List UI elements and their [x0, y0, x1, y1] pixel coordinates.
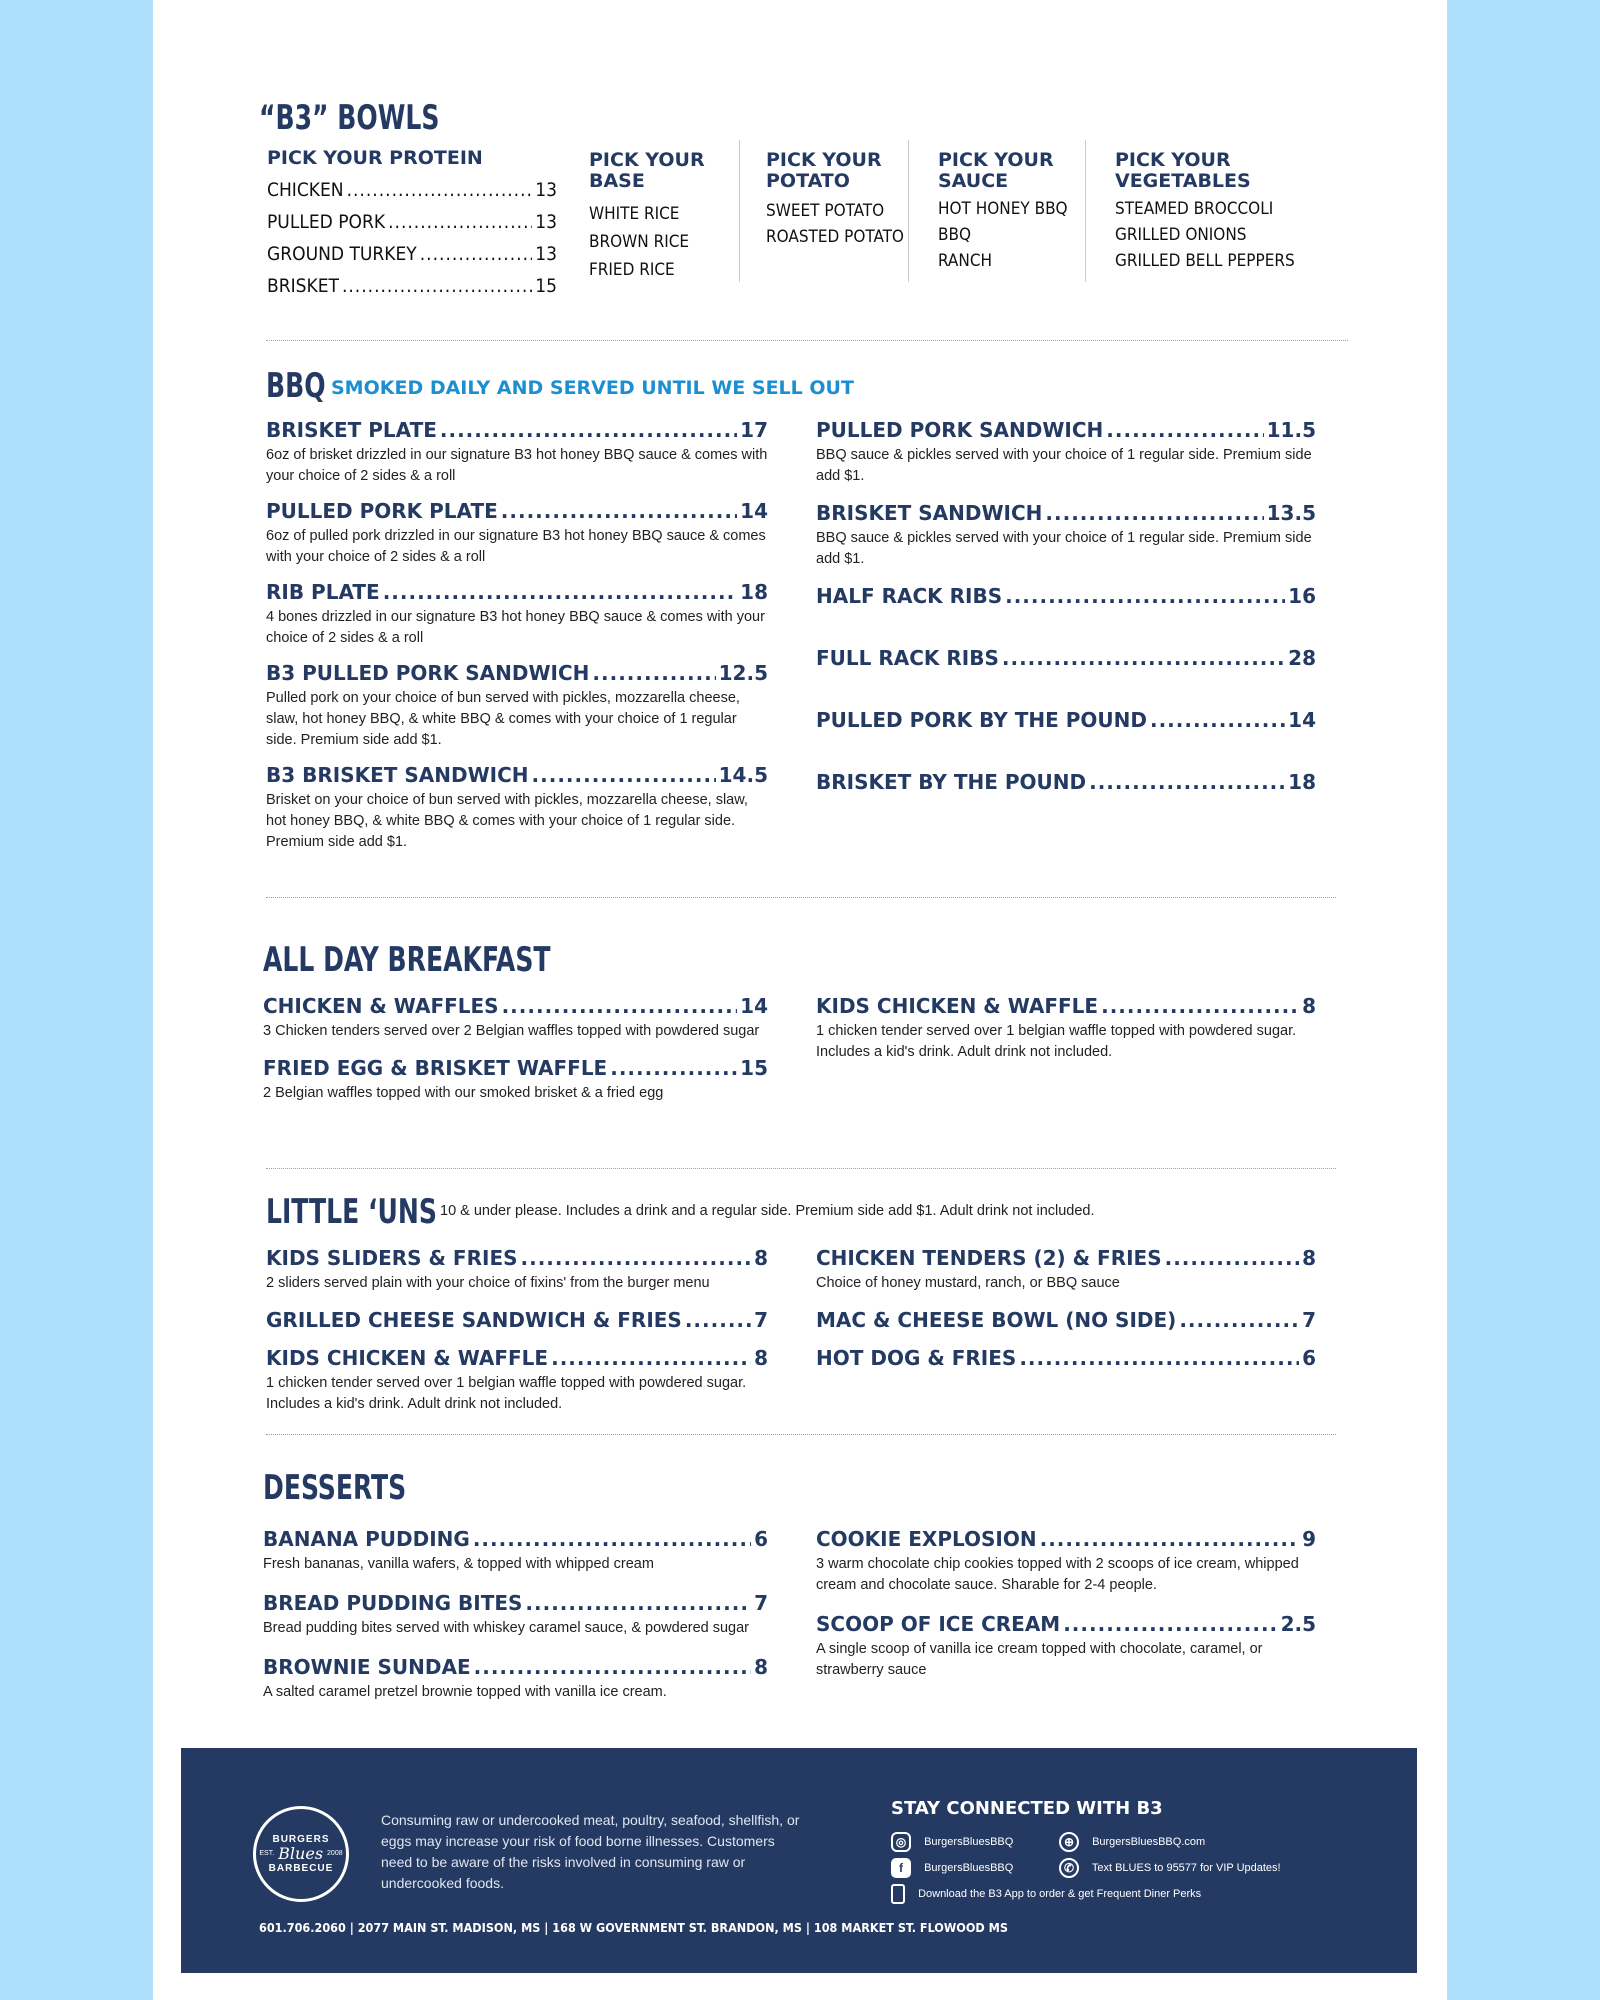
item-price: 8 [1302, 994, 1316, 1018]
menu-item [816, 1246, 1316, 1294]
footer [181, 1748, 1417, 1973]
base-header-line1: PICK YOUR [589, 149, 705, 171]
menu-item-row [263, 994, 768, 1018]
sauce-column [938, 150, 1088, 274]
vegetable-option: GRILLED ONIONS [1115, 225, 1247, 245]
menu-item-row [266, 1246, 768, 1270]
item-name: PULLED PORK SANDWICH [816, 418, 1104, 442]
item-description: 1 chicken tender served over 1 belgian waffle topped with powdered sugar. Includes a kid's drink. Adult drink not included. [816, 1023, 1297, 1060]
leader-dots [1101, 994, 1299, 1018]
protein-name: GROUND TURKEY [267, 243, 417, 265]
instagram-icon: ◎ [891, 1832, 911, 1852]
item-price: 8 [754, 1655, 768, 1679]
bbq-right-column [816, 418, 1316, 832]
item-name: COOKIE EXPLOSION [816, 1527, 1037, 1551]
leader-dots [420, 243, 533, 265]
menu-item-row [266, 661, 768, 685]
desserts-left-column [263, 1527, 768, 1719]
sauce-option: HOT HONEY BBQ [938, 199, 1068, 219]
leader-dots [1089, 770, 1285, 794]
protein-item [267, 179, 557, 201]
menu-page [153, 0, 1447, 2000]
item-name: PULLED PORK BY THE POUND [816, 708, 1147, 732]
menu-item-row [816, 1308, 1316, 1332]
text-row[interactable] [1059, 1858, 1281, 1878]
protein-price: 13 [535, 211, 557, 233]
item-price: 13.5 [1266, 501, 1316, 525]
menu-item-row [263, 1056, 768, 1080]
menu-item [263, 1527, 768, 1575]
menu-item [266, 763, 768, 853]
menu-item-row [263, 1591, 768, 1615]
item-description: 6oz of pulled pork drizzled in our signature B3 hot honey BBQ sauce & comes with your choice of 2 sides & a roll [266, 528, 766, 565]
menu-item-row [816, 1527, 1316, 1551]
leader-dots [525, 1591, 751, 1615]
item-price: 9 [1302, 1527, 1316, 1551]
protein-item [267, 275, 557, 297]
menu-item [266, 661, 768, 751]
menu-item [266, 418, 768, 487]
column-divider [908, 140, 909, 282]
logo-blues: Blues [278, 1844, 324, 1864]
leader-dots [1106, 418, 1263, 442]
menu-item [816, 1346, 1316, 1370]
leader-dots [347, 179, 533, 201]
menu-item-row [816, 770, 1316, 794]
menu-item [266, 1308, 768, 1332]
item-name: KIDS CHICKEN & WAFFLE [266, 1346, 549, 1370]
item-name: B3 PULLED PORK SANDWICH [266, 661, 590, 685]
website-row[interactable] [1059, 1832, 1205, 1852]
item-price: 28 [1288, 646, 1316, 670]
item-name: KIDS CHICKEN & WAFFLE [816, 994, 1099, 1018]
item-name: B3 BRISKET SANDWICH [266, 763, 529, 787]
item-price: 6 [754, 1527, 768, 1551]
item-description: A single scoop of vanilla ice cream topped with chocolate, caramel, or strawberry sauce [816, 1641, 1263, 1678]
leader-dots [1045, 501, 1263, 525]
leader-dots [388, 211, 532, 233]
section-divider [266, 340, 1348, 341]
app-download: Download the B3 App to order & get Frequent Diner Perks [918, 1887, 1202, 1900]
protein-list [267, 179, 557, 297]
leader-dots [1179, 1308, 1299, 1332]
protein-name: BRISKET [267, 275, 339, 297]
item-price: 7 [1302, 1308, 1316, 1332]
vegetable-option: STEAMED BROCCOLI [1115, 199, 1274, 219]
vegetable-option: GRILLED BELL PEPPERS [1115, 251, 1295, 271]
text-updates: Text BLUES to 95577 for VIP Updates! [1091, 1861, 1281, 1874]
menu-item [266, 1346, 768, 1415]
menu-item [816, 770, 1316, 794]
menu-item-row [816, 418, 1316, 442]
menu-item-row [816, 501, 1316, 525]
potato-column [766, 150, 916, 250]
breakfast-left-column [263, 994, 768, 1118]
little-uns-note: 10 & under please. Includes a drink and a regular side. Premium side add $1. Adult drink not included. [440, 1203, 1095, 1219]
instagram-row[interactable] [891, 1832, 1013, 1852]
bowls-title: “B3” BOWLS [259, 98, 440, 138]
menu-item [816, 584, 1316, 608]
menu-item [266, 499, 768, 568]
food-safety-warning: Consuming raw or undercooked meat, poultry, seafood, shellfish, or eggs may increase your risk of food borne illnesses. Customers need to be aware of the risks involved in consuming raw or undercooked foods. [381, 1812, 800, 1891]
protein-name: PULLED PORK [267, 211, 386, 233]
item-price: 14 [740, 499, 768, 523]
item-price: 8 [754, 1246, 768, 1270]
protein-header: PICK YOUR PROTEIN [267, 147, 483, 169]
item-price: 6 [1302, 1346, 1316, 1370]
item-price: 18 [1288, 770, 1316, 794]
menu-item [816, 1527, 1316, 1596]
item-price: 17 [740, 418, 768, 442]
menu-item [266, 580, 768, 649]
leader-dots [473, 1527, 751, 1551]
item-description: BBQ sauce & pickles served with your choice of 1 regular side. Premium side add $1. [816, 447, 1312, 484]
item-price: 14 [740, 994, 768, 1018]
item-description: 4 bones drizzled in our signature B3 hot honey BBQ sauce & comes with your choice of 2 sides & a roll [266, 609, 765, 646]
sauce-header-line2: SAUCE [938, 170, 1009, 192]
item-description: Bread pudding bites served with whiskey caramel sauce, & powdered sugar [263, 1620, 750, 1636]
protein-column [267, 148, 557, 307]
item-name: BREAD PUDDING BITES [263, 1591, 523, 1615]
desserts-title: DESSERTS [263, 1468, 407, 1508]
leader-dots [440, 418, 737, 442]
menu-item-row [266, 418, 768, 442]
base-column [589, 150, 729, 284]
protein-price: 13 [535, 179, 557, 201]
item-price: 2.5 [1280, 1612, 1316, 1636]
menu-item [816, 646, 1316, 670]
leader-dots [685, 1308, 751, 1332]
protein-price: 13 [535, 243, 557, 265]
potato-header-line1: PICK YOUR [766, 149, 882, 171]
menu-item [816, 708, 1316, 732]
item-price: 8 [754, 1346, 768, 1370]
column-divider [739, 140, 740, 282]
menu-item [266, 1246, 768, 1294]
sauce-option: BBQ [938, 225, 972, 245]
menu-item-row [816, 584, 1316, 608]
item-name: SCOOP OF ICE CREAM [816, 1612, 1061, 1636]
leader-dots [342, 275, 532, 297]
item-name: CHICKEN TENDERS (2) & FRIES [816, 1246, 1162, 1270]
menu-item [816, 1308, 1316, 1332]
section-divider [266, 897, 1336, 898]
item-name: BRISKET PLATE [266, 418, 437, 442]
little-uns-left-column [266, 1246, 768, 1429]
item-price: 14.5 [718, 763, 768, 787]
menu-item-row [816, 1612, 1316, 1636]
menu-item [263, 1591, 768, 1639]
item-name: BANANA PUDDING [263, 1527, 470, 1551]
leader-dots [1005, 584, 1285, 608]
item-price: 7 [754, 1591, 768, 1615]
item-description: Pulled pork on your choice of bun served with pickles, mozzarella cheese, slaw, hot honey BBQ, & white BBQ & comes with your choice of 1 regular side. Premium side add $1. [266, 690, 740, 748]
facebook-handle: BurgersBluesBBQ [924, 1861, 1014, 1874]
facebook-icon: f [891, 1858, 911, 1878]
breakfast-title: ALL DAY BREAKFAST [263, 940, 551, 980]
base-option: BROWN RICE [589, 232, 690, 252]
section-divider [266, 1168, 1336, 1169]
item-description: Fresh bananas, vanilla wafers, & topped with whipped cream [263, 1556, 654, 1572]
vegetables-header-line2: VEGETABLES [1115, 170, 1251, 192]
menu-item [263, 1655, 768, 1703]
website-url: BurgersBluesBBQ.com [1092, 1835, 1206, 1848]
item-description: 2 Belgian waffles topped with our smoked brisket & a fried egg [263, 1085, 664, 1101]
leader-dots [1165, 1246, 1299, 1270]
menu-item-row [266, 1346, 768, 1370]
menu-item-row [816, 1246, 1316, 1270]
menu-item [263, 1056, 768, 1104]
item-name: BRISKET BY THE POUND [816, 770, 1087, 794]
logo-middle [259, 1845, 342, 1863]
globe-icon: ⊕ [1059, 1832, 1079, 1852]
leader-dots [1002, 646, 1285, 670]
menu-item [263, 994, 768, 1042]
whatsapp-icon: ✆ [1059, 1858, 1079, 1878]
column-divider [1085, 140, 1086, 282]
base-header-line2: BASE [589, 170, 645, 192]
locations-address: 601.706.2060 | 2077 MAIN ST. MADISON, MS | 168 W GOVERNMENT ST. BRANDON, MS | 108 MARKET ST. FLOWOOD MS [259, 1920, 1008, 1935]
menu-item-row [816, 1346, 1316, 1370]
burgers-blues-logo [253, 1806, 349, 1902]
item-price: 18 [740, 580, 768, 604]
logo-year: 2008 [327, 1850, 343, 1858]
leader-dots [532, 763, 716, 787]
leader-dots [474, 1655, 751, 1679]
item-name: CHICKEN & WAFFLES [263, 994, 499, 1018]
vegetables-column [1115, 150, 1335, 274]
potato-option: ROASTED POTATO [766, 227, 904, 247]
item-name: PULLED PORK PLATE [266, 499, 498, 523]
item-price: 15 [740, 1056, 768, 1080]
item-description: 3 Chicken tenders served over 2 Belgian waffles topped with powdered sugar [263, 1023, 760, 1039]
stay-connected-title: STAY CONNECTED WITH B3 [891, 1798, 1163, 1819]
item-description: 3 warm chocolate chip cookies topped with 2 scoops of ice cream, whipped cream and chocolate sauce. Sharable for 2-4 people. [816, 1556, 1299, 1593]
leader-dots [501, 499, 737, 523]
protein-item [267, 211, 557, 233]
menu-item [816, 418, 1316, 487]
protein-name: CHICKEN [267, 179, 344, 201]
item-description: 2 sliders served plain with your choice of fixins' from the burger menu [266, 1275, 710, 1291]
sauce-header-line1: PICK YOUR [938, 149, 1054, 171]
item-name: GRILLED CHEESE SANDWICH & FRIES [266, 1308, 682, 1332]
facebook-row[interactable] [891, 1858, 1013, 1878]
protein-item [267, 243, 557, 265]
menu-item [816, 501, 1316, 570]
menu-item-row [263, 1655, 768, 1679]
item-description: A salted caramel pretzel brownie topped with vanilla ice cream. [263, 1684, 667, 1700]
item-name: KIDS SLIDERS & FRIES [266, 1246, 518, 1270]
item-name: RIB PLATE [266, 580, 380, 604]
item-description: 1 chicken tender served over 1 belgian waffle topped with powdered sugar. Includes a kid's drink. Adult drink not included. [266, 1375, 747, 1412]
item-name: HOT DOG & FRIES [816, 1346, 1017, 1370]
breakfast-right-column [816, 994, 1316, 1077]
leader-dots [610, 1056, 737, 1080]
base-option: FRIED RICE [589, 260, 675, 280]
leader-dots [383, 580, 737, 604]
leader-dots [1019, 1346, 1299, 1370]
leader-dots [1040, 1527, 1299, 1551]
bbq-title: BBQ [266, 366, 326, 406]
vegetables-header-line1: PICK YOUR [1115, 149, 1231, 171]
item-name: FULL RACK RIBS [816, 646, 999, 670]
item-name: MAC & CHEESE BOWL (NO SIDE) [816, 1308, 1177, 1332]
bbq-left-column [266, 418, 768, 865]
item-price: 7 [754, 1308, 768, 1332]
desserts-right-column [816, 1527, 1316, 1697]
leader-dots [1063, 1612, 1277, 1636]
sauce-option: RANCH [938, 251, 993, 271]
potato-header-line2: POTATO [766, 170, 850, 192]
item-description: 6oz of brisket drizzled in our signature B3 hot honey BBQ sauce & comes with your choice of 2 sides & a roll [266, 447, 768, 484]
bbq-tagline: SMOKED DAILY AND SERVED UNTIL WE SELL OUT [331, 377, 854, 399]
logo-top-text: BURGERS [272, 1834, 330, 1846]
menu-item-row [266, 499, 768, 523]
item-description: BBQ sauce & pickles served with your choice of 1 regular side. Premium side add $1. [816, 530, 1312, 567]
item-name: HALF RACK RIBS [816, 584, 1003, 608]
item-description: Brisket on your choice of bun served with pickles, mozzarella cheese, slaw, hot honey BBQ, & white BBQ & comes with your choice of 1 regular side. Premium side add $1. [266, 792, 748, 850]
instagram-handle: BurgersBluesBBQ [924, 1835, 1014, 1848]
item-description: Choice of honey mustard, ranch, or BBQ sauce [816, 1275, 1120, 1291]
little-uns-right-column [816, 1246, 1316, 1384]
item-price: 11.5 [1266, 418, 1316, 442]
protein-price: 15 [535, 275, 557, 297]
item-price: 12.5 [718, 661, 768, 685]
menu-item-row [266, 580, 768, 604]
menu-item [816, 1612, 1316, 1681]
item-name: FRIED EGG & BRISKET WAFFLE [263, 1056, 608, 1080]
logo-est: EST. [259, 1850, 275, 1858]
leader-dots [551, 1346, 751, 1370]
menu-item-row [263, 1527, 768, 1551]
potato-option: SWEET POTATO [766, 201, 885, 221]
little-uns-title: LITTLE ‘UNS [266, 1192, 437, 1232]
section-divider [266, 1434, 1336, 1435]
logo-bottom-text: BARBECUE [268, 1862, 334, 1874]
item-price: 16 [1288, 584, 1316, 608]
menu-item-row [816, 994, 1316, 1018]
item-price: 14 [1288, 708, 1316, 732]
menu-item-row [266, 1308, 768, 1332]
menu-item-row [816, 646, 1316, 670]
item-name: BRISKET SANDWICH [816, 501, 1043, 525]
item-name: BROWNIE SUNDAE [263, 1655, 471, 1679]
leader-dots [502, 994, 738, 1018]
menu-item-row [816, 708, 1316, 732]
base-option: WHITE RICE [589, 204, 680, 224]
item-price: 8 [1302, 1246, 1316, 1270]
leader-dots [592, 661, 715, 685]
phone-icon [891, 1884, 905, 1904]
leader-dots [1150, 708, 1285, 732]
app-row[interactable] [891, 1884, 1201, 1904]
menu-item [816, 994, 1316, 1063]
leader-dots [521, 1246, 752, 1270]
menu-item-row [266, 763, 768, 787]
